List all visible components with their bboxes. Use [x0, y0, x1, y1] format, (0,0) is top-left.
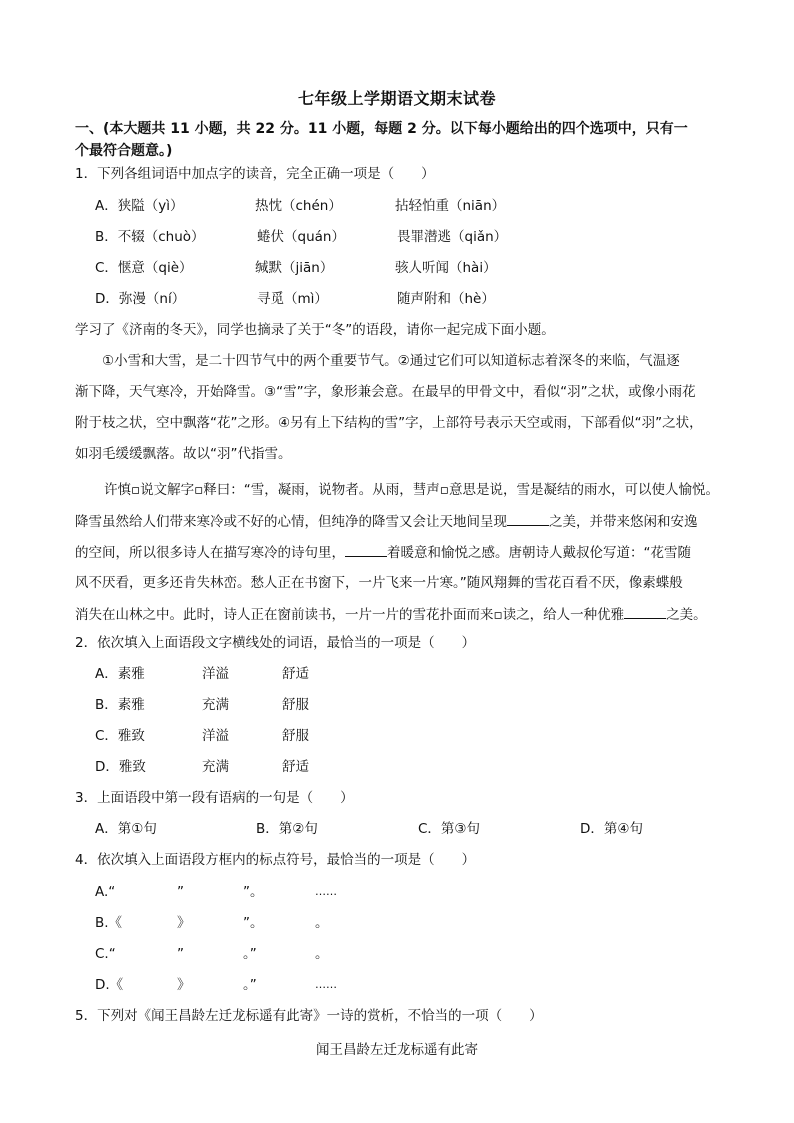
passage2-line2: [75, 511, 765, 532]
q1-option-c3: 骇人听闻（hài）: [395, 260, 497, 276]
q4-option-d2: 》: [177, 977, 191, 993]
q4-option-a1: A.“: [95, 884, 116, 900]
q2-option-d3: 舒适: [282, 759, 309, 775]
q2-option-d1: D．雅致: [95, 759, 146, 775]
q2-option-b2: 充满: [202, 697, 229, 713]
fill-blank-2: [345, 542, 387, 557]
q2-stem: 2．依次填入上面语段文字横线处的词语，最恰当的一项是（ ）: [75, 635, 476, 651]
q1-option-b3: 畏罪潜逃（qiǎn）: [397, 229, 508, 245]
q5-stem: 5．下列对《闻王昌龄左迁龙标遥有此寄》一诗的赏析，不恰当的一项（ ）: [75, 1008, 543, 1024]
q4-option-c4: 。: [315, 946, 329, 962]
q1-option-d2: 寻觅（mì）: [257, 291, 328, 307]
q4-option-a4: ……: [315, 885, 337, 898]
passage2-line5-part2: 之美。: [666, 607, 707, 623]
q4-option-b2: 》: [177, 915, 191, 931]
passage2-line2-part2: 之美，并带来悠闲和安逸: [549, 514, 698, 530]
q4-option-d1: D.《: [95, 977, 124, 993]
q2-option-b3: 舒服: [282, 697, 309, 713]
q4-option-d3: 。”: [243, 977, 257, 993]
section-heading: [75, 118, 755, 162]
q4-option-b4: 。: [315, 915, 329, 931]
q4-option-c1: C.“: [95, 946, 116, 962]
q1-stem: 1．下列各组词语中加点字的读音，完全正确一项是（ ）: [75, 166, 435, 182]
passage2-line5-part1: 消失在山林之中。此时，诗人正在窗前读书，一片一片的雪花扑面而来▫读之，给人一种优雅: [75, 607, 625, 623]
q3-option-b: B．第②句: [256, 821, 318, 837]
q1-option-a2: 热忱（chén）: [255, 198, 342, 214]
q1-option-c2: 缄默（jiān）: [255, 260, 334, 276]
passage1-line3: 附于枝之状，空中飘落“花”之形。④另有上下结构的雪”字，上部符号表示天空或雨，下部看似“羽”之状，: [75, 415, 703, 431]
passage2-line3-part2: 着暖意和愉悦之感。唐朝诗人戴叔伦写道：“花雪随: [387, 545, 691, 561]
q1-option-a3: 拈轻怕重（niān）: [395, 198, 506, 214]
q1-option-b2: 蜷伏（quán）: [257, 229, 345, 245]
q2-option-b1: B．素雅: [95, 697, 145, 713]
q4-option-c3: 。”: [243, 946, 257, 962]
q1-option-d1: D．弥漫（ní）: [95, 291, 186, 307]
passage-intro: 学习了《济南的冬天》，同学也摘录了关于“冬”的语段，请你一起完成下面小题。: [75, 322, 555, 338]
q2-option-c2: 洋溢: [202, 728, 229, 744]
q2-option-a3: 舒适: [282, 666, 309, 682]
passage2-line4: 风不厌看，更多还肯失林峦。愁人正在书窗下，一片飞来一片寒。”随风翔舞的雪花百看不厌，像素蝶般: [75, 575, 683, 591]
passage2-line5: [75, 604, 765, 625]
q1-option-c1: C．惬意（qiè）: [95, 260, 193, 276]
passage2-line3: [75, 542, 765, 563]
q2-option-d2: 充满: [202, 759, 229, 775]
fill-blank-3: [624, 604, 666, 619]
q3-option-d: D．第④句: [580, 821, 643, 837]
q4-option-d4: ……: [315, 978, 337, 991]
q2-option-a1: A．素雅: [95, 666, 145, 682]
passage1-line4: 如羽毛缓缓飘落。故以“羽”代指雪。: [75, 446, 292, 462]
passage1-line1: ①小雪和大雪，是二十四节气中的两个重要节气。②通过它们可以知道标志着深冬的来临，气温逐: [102, 353, 680, 369]
section-heading-line2: 个最符合题意。): [75, 143, 173, 159]
page-title: 七年级上学期语文期末试卷: [297, 89, 496, 108]
passage2-line2-part1: 降雪虽然给人们带来寒冷或不好的心情，但纯净的降雪又会让天地间呈现: [75, 514, 507, 530]
q2-option-a2: 洋溢: [202, 666, 229, 682]
passage2-line1: 许慎▫说文解字▫释曰：“雪，凝雨，说物者。从雨，彗声▫意思是说，雪是凝结的雨水，可以使人愉悦。: [104, 482, 719, 498]
q3-option-c: C．第③句: [418, 821, 481, 837]
q1-option-d3: 随声附和（hè）: [397, 291, 495, 307]
q4-option-a2: ”: [177, 884, 184, 900]
q4-option-b1: B.《: [95, 915, 123, 931]
q3-stem: 3．上面语段中第一段有语病的一句是（ ）: [75, 790, 354, 806]
q4-stem: 4．依次填入上面语段方框内的标点符号，最恰当的一项是（ ）: [75, 852, 476, 868]
poem-title: 闻王昌龄左迁龙标遥有此寄: [316, 1042, 478, 1058]
q1-option-b1: B．不辍（chuò）: [95, 229, 205, 245]
q4-option-c2: ”: [177, 946, 184, 962]
passage2-line3-part1: 的空间，所以很多诗人在描写寒冷的诗句里，: [75, 545, 345, 561]
q1-option-a1: A．狭隘（yì）: [95, 198, 184, 214]
q2-option-c3: 舒服: [282, 728, 309, 744]
q2-option-c1: C．雅致: [95, 728, 145, 744]
q4-option-b3: ”。: [243, 915, 264, 931]
q4-option-a3: ”。: [243, 884, 264, 900]
section-heading-line1: 一、(本大题共 11 小题，共 22 分。11 小题，每题 2 分。以下每小题给出的四个选项中，只有一: [75, 121, 688, 137]
q3-option-a: A．第①句: [95, 821, 157, 837]
fill-blank-1: [507, 511, 549, 526]
passage1-line2: 渐下降，天气寒冷，开始降雪。③“雪”字，象形兼会意。在最早的甲骨文中，看似“羽”之状，或像小雨花: [75, 384, 696, 400]
